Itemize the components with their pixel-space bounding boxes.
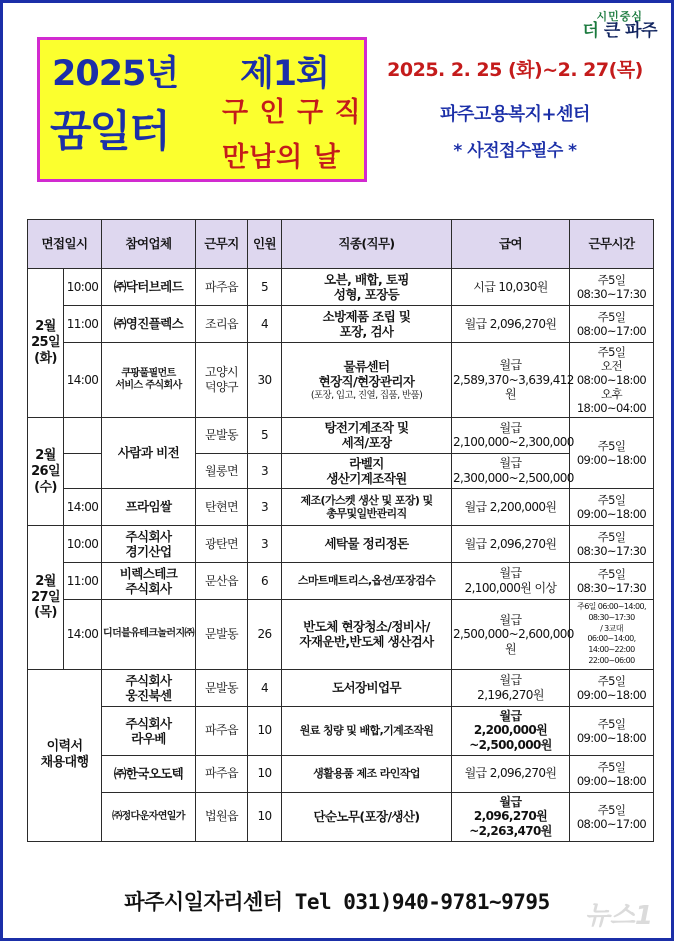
cell-hours: 주6일 06:00~14:00, 08:30~17:30 / 3교대 06:00~14:00, 14:00~22:00 22:00~06:00 [570,600,654,670]
table-row [28,269,654,306]
cell-headcount: 10 [248,792,282,841]
cell-jobtype: 도서장비업무 [282,669,452,706]
table-row [28,489,654,526]
cell-worksite: 파주읍 [196,706,248,755]
title-dream-workplace: 꿈일터 [50,107,169,157]
cell-company: 프라임쌀 [102,489,196,526]
cell-pay: 월급 2,096,270원~2,263,470원 [452,792,570,841]
cell-date: 2월 26일 (수) [28,418,64,526]
cell-worksite: 조리읍 [196,306,248,343]
cell-pay: 월급 2,096,270원 [452,526,570,563]
cell-jobtype-main: 물류센터 현장직/현장관리자 [318,359,415,390]
table-body [28,269,654,842]
cell-time: 10:00 [64,526,102,563]
col-hours: 근무시간 [570,220,654,269]
cell-company: ㈜한국오도텍 [102,755,196,792]
cell-pay: 시급 10,030원 [452,269,570,306]
cell-worksite: 문발동 [196,669,248,706]
table-header [28,220,654,269]
table-row [28,792,654,841]
table-row [28,600,654,670]
cell-headcount: 5 [248,418,282,454]
cell-pay: 월급 2,200,000원~2,500,000원 [452,706,570,755]
cell-company: 쿠팡풀필먼트 서비스 주식회사 [102,343,196,418]
cell-time: 14:00 [64,600,102,670]
cell-jobtype-note: (포장, 입고, 진열, 집품, 반품) [310,389,423,401]
cell-company: ㈜닥터브레드 [102,269,196,306]
col-worksite: 근무지 [196,220,248,269]
event-place: 파주고용복지+센터 [440,104,590,125]
cell-headcount: 4 [248,306,282,343]
cell-jobtype: 단순노무(포장/생산) [282,792,452,841]
cell-jobtype: 탕전기계조작 및 세적/포장 [282,418,452,454]
cell-pay: 월급 2,196,270원 [452,669,570,706]
cell-headcount: 3 [248,489,282,526]
schedule-table [27,219,654,842]
cell-company: 비렉스테크 주식회사 [102,563,196,600]
cell-headcount: 3 [248,453,282,489]
table-row [28,563,654,600]
cell-jobtype: 세탁물 정리정돈 [282,526,452,563]
cell-worksite: 월롱면 [196,453,248,489]
cell-hours: 주5일 08:30~17:30 [570,526,654,563]
cell-company: 주식회사 경기산업 [102,526,196,563]
cell-hours: 주5일 08:30~17:30 [570,269,654,306]
cell-company: 주식회사 라우베 [102,706,196,755]
cell-worksite: 파주읍 [196,755,248,792]
title-round: 제1회 [240,54,329,94]
cell-headcount: 30 [248,343,282,418]
title-subtitle-line1: 구 인 구 직 [222,97,362,128]
title-subtitle-line2: 만남의 날 [222,142,341,173]
cell-time [64,418,102,454]
event-info [375,55,655,161]
cell-pay: 월급 2,100,000~2,300,000 [452,418,570,454]
cell-worksite: 광탄면 [196,526,248,563]
cell-pay: 월급 2,100,000원 이상 [452,563,570,600]
cell-jobtype: 원료 칭량 및 배합,기계조작원 [282,706,452,755]
cell-headcount: 3 [248,526,282,563]
cell-time: 11:00 [64,306,102,343]
cell-hours: 주5일 09:00~18:00 [570,669,654,706]
cell-jobtype: 스마트매트리스,옵션/포장검수 [282,563,452,600]
cell-company: 사람과 비전 [102,418,196,489]
col-headcount: 인원 [248,220,282,269]
col-interview-datetime: 면접일시 [28,220,102,269]
cell-pay: 월급 2,500,000~2,600,000원 [452,600,570,670]
cell-company: 주식회사 웅진북센 [102,669,196,706]
cell-headcount: 5 [248,269,282,306]
cell-pay: 월급 2,589,370~3,639,412원 [452,343,570,418]
cell-headcount: 10 [248,706,282,755]
cell-time: 14:00 [64,489,102,526]
cell-pay: 월급 2,096,270원 [452,306,570,343]
city-brand-logo [582,11,657,40]
col-jobtype: 직종(직무) [282,220,452,269]
cell-worksite: 문발동 [196,600,248,670]
cell-time: 11:00 [64,563,102,600]
cell-company: 디더블유테크놀러지㈜ [102,600,196,670]
table-row [28,526,654,563]
table-row [28,418,654,454]
cell-hours: 주5일 08:00~17:00 [570,306,654,343]
cell-date: 2월 27일 (목) [28,526,64,670]
cell-time: 10:00 [64,269,102,306]
table-row [28,343,654,418]
cell-worksite: 문발동 [196,418,248,454]
cell-worksite: 탄현면 [196,489,248,526]
table-row [28,755,654,792]
cell-worksite: 고양시 덕양구 [196,343,248,418]
cell-jobtype: 반도체 현장청소/정비사/ 자재운반,반도체 생산검사 [282,600,452,670]
cell-hours: 주5일 09:00~18:00 [570,489,654,526]
cell-date: 2월 25일 (화) [28,269,64,418]
footer-contact: 파주시일자리센터 Tel 031)940-9781~9795 [124,890,550,914]
cell-jobtype: 라벨지 생산기계조작원 [282,453,452,489]
brand-name-main: 큰 파주 [603,20,657,41]
schedule-table-wrapper [27,219,653,842]
table-row [28,669,654,706]
cell-jobtype: 제조(가스켓 생산 및 포장) 및 총무및일반관리직 [282,489,452,526]
brand-name [582,20,657,41]
cell-hours: 주5일 오전 08:00~18:00 오후 18:00~04:00 [570,343,654,418]
cell-worksite: 문산읍 [196,563,248,600]
table-row [28,306,654,343]
cell-headcount: 6 [248,563,282,600]
cell-worksite: 법원읍 [196,792,248,841]
title-year: 2025년 [52,54,179,94]
cell-hours: 주5일 09:00~18:00 [570,418,654,489]
cell-hours: 주5일 09:00~18:00 [570,706,654,755]
cell-worksite: 파주읍 [196,269,248,306]
event-date: 2025. 2. 25 (화)~2. 27(목) [387,59,643,81]
cell-pay: 월급 2,300,000~2,500,000 [452,453,570,489]
cell-company: ㈜영진플렉스 [102,306,196,343]
table-header-row [28,220,654,269]
cell-hours: 주5일 08:00~17:00 [570,792,654,841]
news-watermark: 뉴스1 [584,901,653,931]
cell-jobtype [282,343,452,418]
event-note: * 사전접수필수 * [453,141,577,161]
cell-time: 14:00 [64,343,102,418]
cell-pay: 월급 2,200,000원 [452,489,570,526]
brand-name-prefix: 더 [582,20,599,41]
cell-hours: 주5일 08:30~17:30 [570,563,654,600]
cell-company: ㈜정다운자연일가 [102,792,196,841]
cell-headcount: 10 [248,755,282,792]
cell-headcount: 26 [248,600,282,670]
title-block [37,37,367,182]
col-pay: 급여 [452,220,570,269]
cell-time [64,453,102,489]
cell-pay: 월급 2,096,270원 [452,755,570,792]
cell-hours: 주5일 09:00~18:00 [570,755,654,792]
cell-headcount: 4 [248,669,282,706]
cell-recruit-agency-label: 이력서 채용대행 [28,669,102,841]
table-row [28,706,654,755]
cell-jobtype: 생활용품 제조 라인작업 [282,755,452,792]
cell-jobtype: 소방제품 조립 및 포장, 검사 [282,306,452,343]
col-company: 참여업체 [102,220,196,269]
brand-slogan: 시민중심 [596,10,643,23]
cell-jobtype: 오븐, 배합, 토핑 성형, 포장등 [282,269,452,306]
